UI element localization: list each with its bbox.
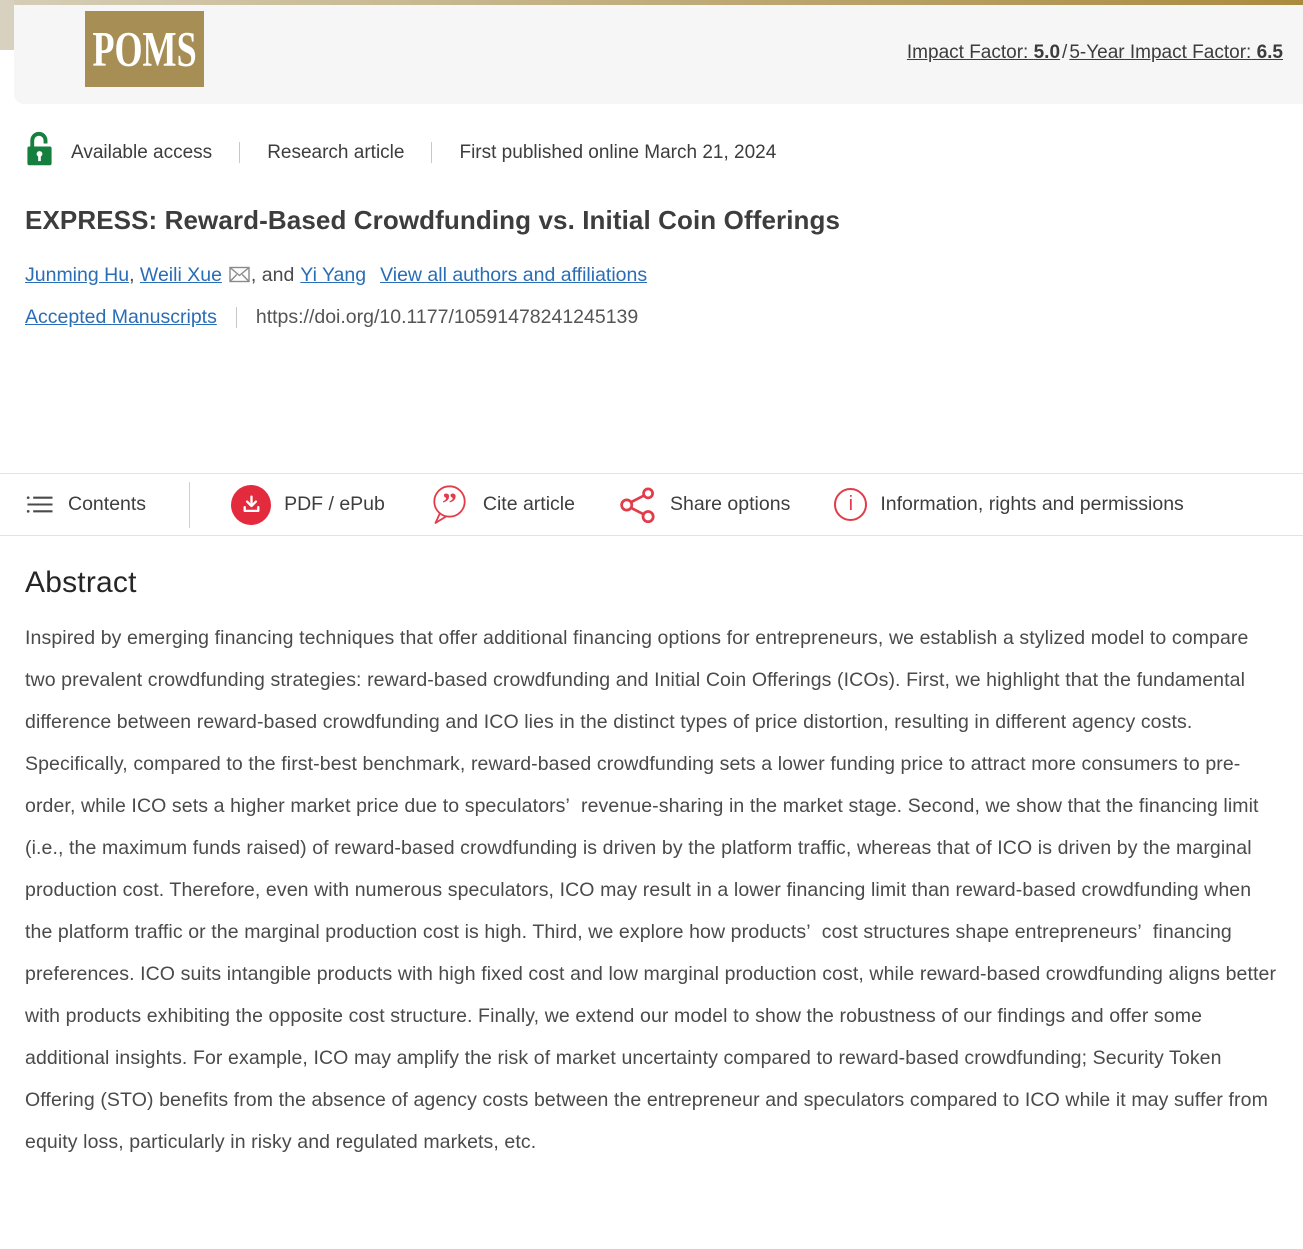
five-year-impact-factor-value: 6.5 (1256, 42, 1283, 63)
abstract-heading: Abstract (25, 566, 137, 599)
author-link-weili-xue[interactable]: Weili Xue (139, 264, 222, 286)
doi-row (25, 306, 1278, 329)
authors-row (25, 264, 1278, 287)
pdf-epub-button[interactable] (231, 485, 385, 525)
published-date-label: First published online March 21, 2024 (459, 141, 777, 163)
journal-header (14, 0, 1303, 104)
contents-button[interactable] (25, 492, 146, 517)
meta-divider (431, 142, 432, 163)
cite-article-label: Cite article (482, 493, 575, 515)
impact-factor-bar (907, 42, 1283, 64)
journal-logo[interactable] (85, 11, 204, 87)
article-type-label: Research article (267, 141, 405, 163)
header-gold-bar (14, 0, 1303, 5)
information-rights-button[interactable] (834, 488, 1183, 521)
abstract-text: Inspired by emerging financing techniques that offer additional financing options for entrepreneurs, we establish a stylized model to compare two prevalent crowdfunding strategies: reward-based crowdfunding and Initial Coin Offerings (ICOs). First, we highlight that the fundamental difference between reward-based crowdfunding and ICO lies in the distinct types of price distortion, resulting in different agency costs. Specifically, compared to the first-best benchmark, reward-based crowdfunding sets a lower funding price to attract more consumers to pre-order, while ICO sets a higher market price due to speculators’ revenue-sharing in the market stage. Second, we show that the financing limit (i.e., the maximum funds raised) of reward-based crowdfunding is driven by the platform traffic, whereas that of ICO is driven by the marginal production cost. Therefore, even with numerous speculators, ICO may result in a lower financing limit than reward-based crowdfunding when the platform traffic or the marginal production cost is high. Third, we explore how products’ cost structures shape entrepreneurs’ financing preferences. ICO suits intangible products with high fixed cost and low marginal production cost, while reward-based crowdfunding aligns better with products exhibiting the opposite cost structure. Finally, we extend our model to show the robustness of our findings and offer some additional insights. For example, ICO may amplify the risk of market uncertainty compared to reward-based crowdfunding; Security Token Offering (STO) benefits from the absence of agency costs between the entrepreneur and speculators compared to ICO while it may suffer from equity loss, particularly in risky and regulated markets, etc. (25, 627, 1277, 1153)
share-options-button[interactable] (619, 486, 790, 524)
contents-label: Contents (68, 493, 147, 515)
five-year-impact-factor-label: 5-Year Impact Factor: (1069, 42, 1252, 63)
abstract-section (0, 520, 1303, 1163)
author-separator: , (129, 264, 135, 286)
author-link-yi-yang[interactable]: Yi Yang (300, 264, 367, 286)
information-rights-label: Information, rights and permissions (880, 493, 1184, 515)
svg-text:”: ” (441, 486, 457, 520)
doi-divider (236, 307, 237, 328)
view-all-authors-link[interactable]: View all authors and affiliations (380, 264, 648, 286)
corresponding-author-email-icon[interactable] (229, 266, 250, 289)
impact-factor-separator: / (1062, 42, 1068, 63)
article-meta-row (25, 131, 1278, 174)
meta-divider (239, 142, 240, 163)
impact-factor-value: 5.0 (1033, 42, 1061, 63)
article-title: EXPRESS: Reward-Based Crowdfunding vs. Initial Coin Offerings (25, 205, 841, 235)
contents-list-icon (25, 492, 55, 517)
share-options-label: Share options (669, 493, 791, 515)
corner-accent (0, 0, 14, 50)
open-access-lock-icon (25, 131, 54, 174)
pdf-download-icon (231, 485, 271, 525)
accepted-manuscripts-link[interactable]: Accepted Manuscripts (25, 306, 217, 328)
impact-factor-label: Impact Factor: (906, 42, 1029, 63)
article-main (0, 104, 1303, 329)
share-icon (619, 486, 657, 524)
pdf-epub-label: PDF / ePub (284, 493, 385, 515)
doi-value: https://doi.org/10.1177/10591478241245139 (255, 306, 639, 328)
author-link-junming-hu[interactable]: Junming Hu (25, 264, 130, 286)
access-type-label: Available access (71, 141, 213, 163)
impact-factor-link[interactable] (907, 42, 1060, 63)
author-and-separator: , and (250, 264, 295, 286)
five-year-impact-factor-link[interactable] (1069, 42, 1283, 63)
info-icon: i (834, 488, 867, 521)
journal-logo-text: POMS (92, 21, 197, 77)
